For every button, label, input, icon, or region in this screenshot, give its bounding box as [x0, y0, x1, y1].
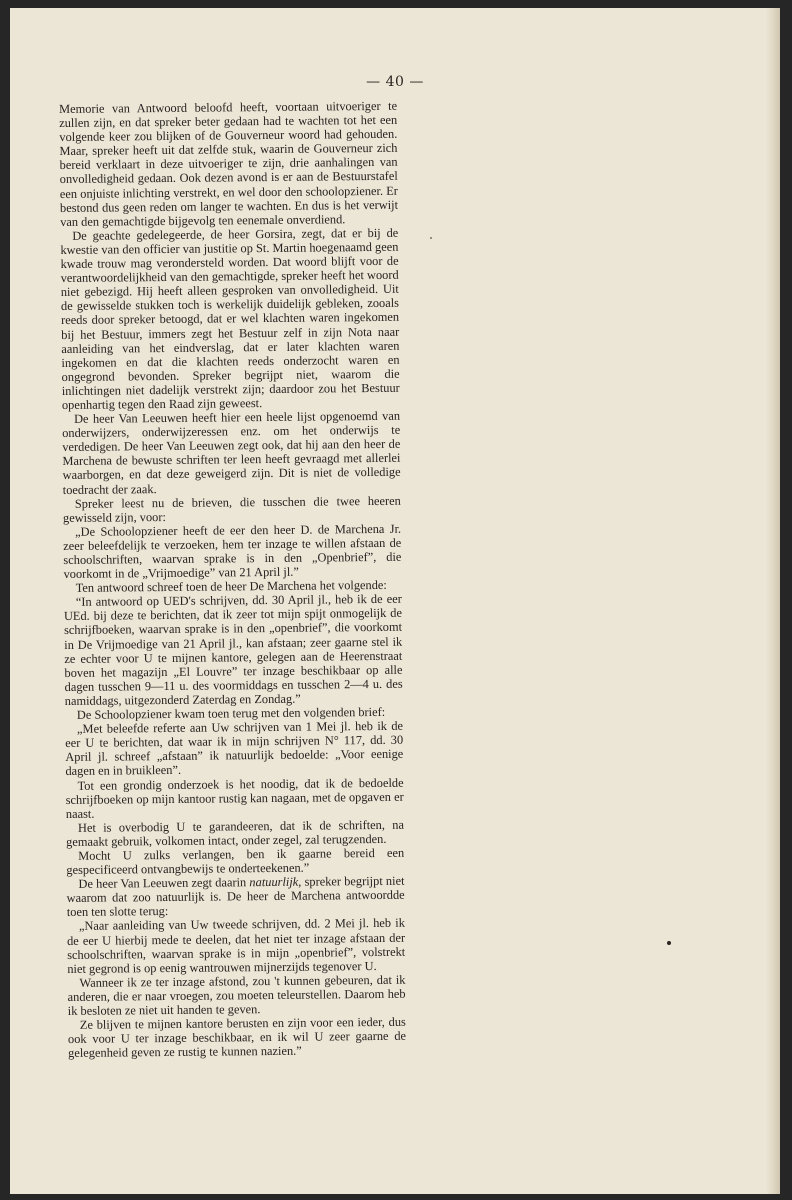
paragraph: Memorie van Antwoord beloofd heeft, voortaan uitvoeriger te zullen zijn, en dat spreker beter gedaan had te wachten tot het een volgende keer zou blijken of de Gouverneur woord had gehouden. Maar, spreker heeft uit dat zelfde stuk, waarin de Gouverneur zich bereid verklaart in deze uitvoeriger te zijn, drie aanhalingen van onvolledigheid gedaan. Ook dezen avond is er aan de Bestuurstafel een onjuiste inlichting verstrekt, en wel door den schoolopziener. Er bestond dus geen reden om langer te wachten. En dus is het verwijt van den gemachtigde bijgevolg ten eenemale onverdiend.: [59, 98, 399, 229]
quoted-letter: Wanneer ik ze ter inzage afstond, zou 't kunnen gebeuren, dat ik anderen, die er naar vroegen, zou moeten teleurstellen. Daarom heb ik besloten ze niet uit handen te geven.: [67, 972, 406, 1018]
quoted-letter: „Naar aanleiding van Uw tweede schrijven, dd. 2 Mei jl. heb ik de eer U hierbij mede te deelen, dat het niet ter inzage afstaan der schoolschriften, waarvan sprake is in mijn „openbrief”, volstrekt niet gegrond is op eenig wantrouwen mijnerzijds tegenover U.: [66, 916, 406, 976]
body-text: [59, 99, 406, 1061]
paragraph: De geachte gedelegeerde, de heer Gorsira, zegt, dat er bij de kwestie van den officier van justitie op St. Martin hoegenaamd geen kwade trouw mag verondersteld worden. Dat woord blijft voor de verantwoordelijkheid van den gemachtigde, spreker heeft het woord niet gebezigd. Hij heeft alleen gesproken van onvolledigheid. Uit de gewisselde stukken toch is werkelijk duidelijk gebleken, zooals reeds door spreker betoogd, dat er wel klachten waren ingekomen bij het Bestuur, immers zegt het Bestuur zelf in zijn Nota naar aanleiding van het eindverslag, dat er later klachten waren ingekomen en dat die klachten reeds onderzocht waren en ongegrond bevonden. Spreker begrijpt niet, waarom die inlichtingen niet dadelijk verstrekt zijn; daardoor zou het Bestuur openhartig tegen den Raad zijn geweest.: [60, 225, 400, 412]
paragraph: Ten antwoord schreef toen de heer De Marchena het volgende:: [75, 578, 387, 596]
paragraph: De heer Van Leeuwen zegt daarin natuurlijk, spreker begrijpt niet waarom dat zoo natuurlijk is. De heer de Marchena antwoordde toen ten slotte terug:: [66, 873, 405, 920]
quoted-letter: Mocht U zulks verlangen, ben ik gaarne bereid een gespecificeerd ontvangbewijs te onderteekenen.”: [66, 845, 405, 878]
ink-dot: [667, 941, 671, 945]
quoted-letter: “In antwoord op UED's schrijven, dd. 30 April jl., heb ik de eer UEd. bij deze te berichten, dat ik zeer tot mijn spijt onmogelijk de schrijfboeken, waarvan sprake is in den „openbrief”, die voorkomt in De Vrijmoedige van 21 April jl., kan afstaan; zeer gaarne stel ik ze echter voor U te mijnen kantore, gelegen aan de Heerenstraat boven het magazijn „El Louvre” ter inzage beschikbaar op alle dagen tusschen 9—11 u. des voormiddags en tusschen 2—4 u. des namiddags, uitgezonderd Zaterdag en Zondag.”: [63, 592, 403, 708]
paragraph: De Schoolopziener kwam toen terug met den volgenden brief:: [76, 704, 386, 722]
quoted-letter: Tot een grondig onderzoek is het noodig, dat ik de bedoelde schrijfboeken op mijn kantoor rustig kan nagaan, met de opgaven er naast.: [65, 775, 404, 821]
quoted-letter: Ze blijven te mijnen kantore berusten en zijn voor een ieder, dus ook voor U ter inzage beschikbaar, en ik wil U zeer gaarne de gelegenheid geven ze rustig te kunnen nazien.”: [67, 1014, 407, 1061]
emphasis: natuurlijk: [249, 874, 299, 890]
document-page: [10, 8, 780, 1194]
page-number: — 40 —: [366, 74, 424, 90]
quoted-letter: Het is overbodig U te garandeeren, dat ik de schriften, na gemaakt gebruik, volkomen intact, onder zegel, zal terugzenden.: [66, 817, 405, 849]
paper-speck: [430, 237, 432, 239]
paragraph: Spreker leest nu de brieven, die tusschen die twee heeren gewisseld zijn, voor:: [62, 493, 401, 525]
quoted-letter: „De Schoolopziener heeft de eer den heer D. de Marchena Jr. zeer beleefdelijk te verzoeken, hem ter inzage te willen afstaan de schoolschriften, waarvan sprake is in den „Openbrief”, die voorkomt in de „Vrijmoedige” van 21 April jl.”: [63, 521, 402, 582]
page-edge-shadow: [766, 8, 780, 1194]
paragraph: De heer Van Leeuwen heeft hier een heele lijst opgenoemd van onderwijzers, onderwijzeressen enz. om het onderwijs te verdedigen. De heer Van Leeuwen zegt ook, dat hij aan den heer de Marchena de bewuste schriften ter leen heeft gevraagd met allerlei waarborgen, en dat deze geweigerd zijn. Dit is niet de volledige toedracht der zaak.: [62, 408, 401, 497]
quoted-letter: „Met beleefde referte aan Uw schrijven van 1 Mei jl. heb ik de eer U te berichten, dat waar ik in mijn schrijven N° 117, dd. 30 April jl. schreef „afstaan” ik natuurlijk bedoelde: „Voor eenige dagen en in bruikleen”.: [65, 718, 404, 779]
